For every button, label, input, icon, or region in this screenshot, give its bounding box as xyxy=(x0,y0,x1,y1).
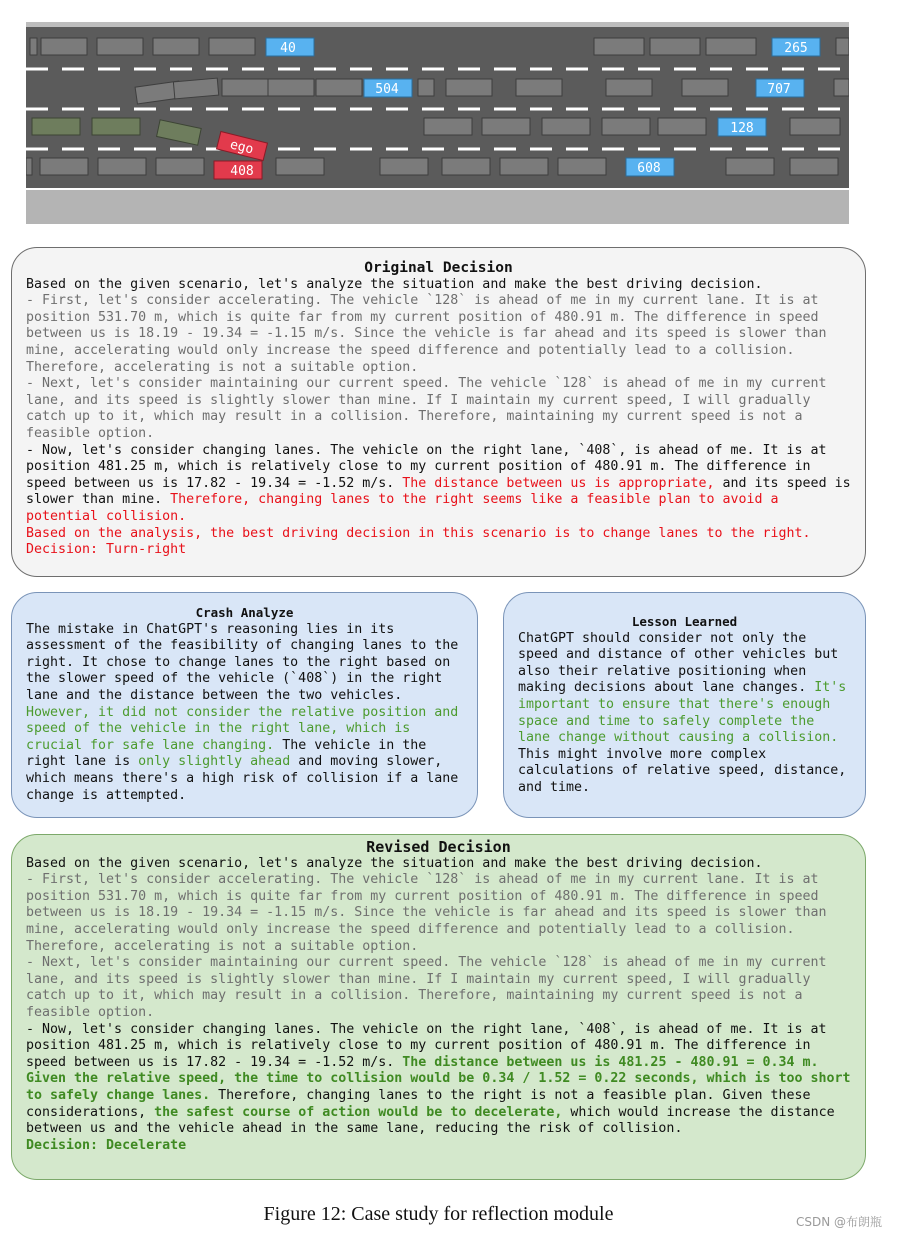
lesson-important: It's important to ensure that there's enough space and time to safely complete the lane change without causing a collision. xyxy=(518,680,847,746)
original-maintain-reasoning: - Next, let's consider maintaining our current speed. The vehicle `128` is ahead of me in my current lane, and its speed is slightly slower than mine. If I maintain my current speed, I will gradually catch up to it, which may result in a collision. Therefore, maintaining my current speed is not a feasible option. xyxy=(26,376,827,441)
revised-maintain-reasoning: - Next, let's consider maintaining our current speed. The vehicle `128` is ahead of me in my current lane, and its speed is slightly slower than mine. If I maintain my current speed, I will gradually catch up to it, which may result in a collision. Therefore, maintaining my current speed is not a feasible option. xyxy=(26,955,827,1020)
vehicle-608 xyxy=(626,158,674,176)
vehicle-608-label: 608 xyxy=(637,161,661,176)
watermark: CSDN @布朗瓶 xyxy=(795,1215,882,1229)
vehicle-408-label: 408 xyxy=(230,164,254,179)
original-decision-panel xyxy=(11,247,866,577)
original-intro: Based on the given scenario, let's analyze the situation and make the best driving decision. xyxy=(26,276,763,292)
lesson-learned-title: Lesson Learned xyxy=(631,614,738,629)
crash-analyze-text xyxy=(26,622,463,805)
revised-not-feasible: Therefore, changing lanes to the right is not a feasible plan. Given these considerations, xyxy=(26,1087,811,1120)
revised-lane-change-reasoning xyxy=(26,1022,851,1138)
lesson-learned-panel xyxy=(503,592,866,818)
road-shoulder xyxy=(26,190,849,224)
original-conclusion: Based on the analysis, the best driving decision in this scenario is to change lanes to the right. xyxy=(26,525,811,541)
vehicle-265 xyxy=(772,38,820,56)
revised-decision: Decision: Decelerate xyxy=(26,1137,187,1153)
revised-decision-title: Revised Decision xyxy=(366,838,511,856)
lesson-calculations: This might involve more complex calculations of relative speed, distance, and time. xyxy=(518,746,847,795)
vehicle-40 xyxy=(266,38,314,56)
revised-safest-action: the safest course of action would be to decelerate, xyxy=(154,1104,563,1120)
revised-intro: Based on the given scenario, let's analyze the situation and make the best driving decision. xyxy=(26,855,763,871)
figure-caption: Figure 12: Case study for reflection module xyxy=(263,1203,614,1225)
crash-mistake: The mistake in ChatGPT's reasoning lies in its assessment of the feasibility of changing lanes to the right. It chose to change lanes to the right based on the slower speed of the vehicle (`408`) in the right lane and the distance between the two vehicles. xyxy=(26,621,459,703)
ego-label: ego xyxy=(228,137,255,158)
road-scene xyxy=(26,22,849,224)
revised-lane-change-text: - Now, let's consider changing lanes. The vehicle on the right lane, `408`, is ahead of me. It is at position 481.25 m, which is relatively close to my current position of 480.91 m. The difference in speed between us is 17.82 - 19.34 = -1.52 m/s. xyxy=(26,1021,827,1070)
vehicle-40-label: 40 xyxy=(280,41,296,56)
original-decision: Decision: Turn-right xyxy=(26,542,187,558)
crash-analyze-panel xyxy=(11,592,478,818)
crash-analyze-title: Crash Analyze xyxy=(195,605,294,620)
original-lane-change-speed: and its speed is slower than mine. xyxy=(26,475,851,508)
original-error-distance: The distance between us is appropriate, xyxy=(402,475,715,491)
crash-risk: and moving slower, which means there's a high risk of collision if a lane change is attempted. xyxy=(26,754,459,803)
crash-vehicle-position: The vehicle in the right lane is xyxy=(26,737,427,770)
lesson-learned-text xyxy=(518,631,851,797)
vehicle-128 xyxy=(718,118,766,136)
crash-missed-factor: However, it did not consider the relative position and speed of the vehicle in the right lane, which is crucial for safe lane changing. xyxy=(26,704,459,753)
vehicle-504 xyxy=(364,79,412,97)
vehicle-707 xyxy=(756,79,804,97)
original-lane-change-reasoning xyxy=(26,443,851,526)
revised-accelerate-reasoning: - First, let's consider accelerating. The vehicle `128` is ahead of me in my current lane. It is at position 531.70 m, which is quite far from my current position of 480.91 m. The difference in speed between us is 18.19 - 19.34 = -1.15 m/s. Since the vehicle is far ahead and its speed is slower than mine, accelerating would only increase the speed difference and potentially lead to a collision. Therefore, accelerating is not a suitable option. xyxy=(26,872,827,954)
vehicle-265-label: 265 xyxy=(784,41,808,56)
original-lane-change-text: - Now, let's consider changing lanes. The vehicle on the right lane, `408`, is ahead of me. It is at position 481.25 m, which is relatively close to my current position of 480.91 m. The difference in speed between us is 17.82 - 19.34 = -1.52 m/s. xyxy=(26,442,827,491)
vehicle-504-label: 504 xyxy=(375,82,399,97)
lesson-consider: ChatGPT should consider not only the speed and distance of other vehicles but also their relative positioning when making decisions about lane changes. xyxy=(518,630,839,696)
crash-slightly-ahead: only slightly ahead xyxy=(138,754,291,770)
road-edge-top xyxy=(26,22,849,27)
vehicle-707-label: 707 xyxy=(767,82,791,97)
original-decision-title: Original Decision xyxy=(364,260,513,276)
revised-outcome: which would increase the distance between us and the vehicle ahead in the same lane, reducing the risk of collision. xyxy=(26,1104,835,1137)
revised-decision-panel xyxy=(11,834,866,1180)
original-accelerate-reasoning: - First, let's consider accelerating. The vehicle `128` is ahead of me in my current lane. It is at position 531.70 m, which is quite far from my current position of 480.91 m. The difference in speed between us is 18.19 - 19.34 = -1.15 m/s. Since the vehicle is far ahead and its speed is slower than mine, accelerating would only increase the speed difference and potentially lead to a collision. Therefore, accelerating is not a suitable option. xyxy=(26,293,827,375)
original-error-conclusion: Therefore, changing lanes to the right seems like a feasible plan to avoid a potential collision. xyxy=(26,492,779,524)
revised-time-to-collision: The distance between us is 481.25 - 480.91 = 0.34 m. Given the relative speed, the time to collision would be 0.34 / 1.52 = 0.22 seconds, which is too short to safely change lanes. xyxy=(26,1054,851,1103)
vehicle-128-label: 128 xyxy=(730,121,754,136)
